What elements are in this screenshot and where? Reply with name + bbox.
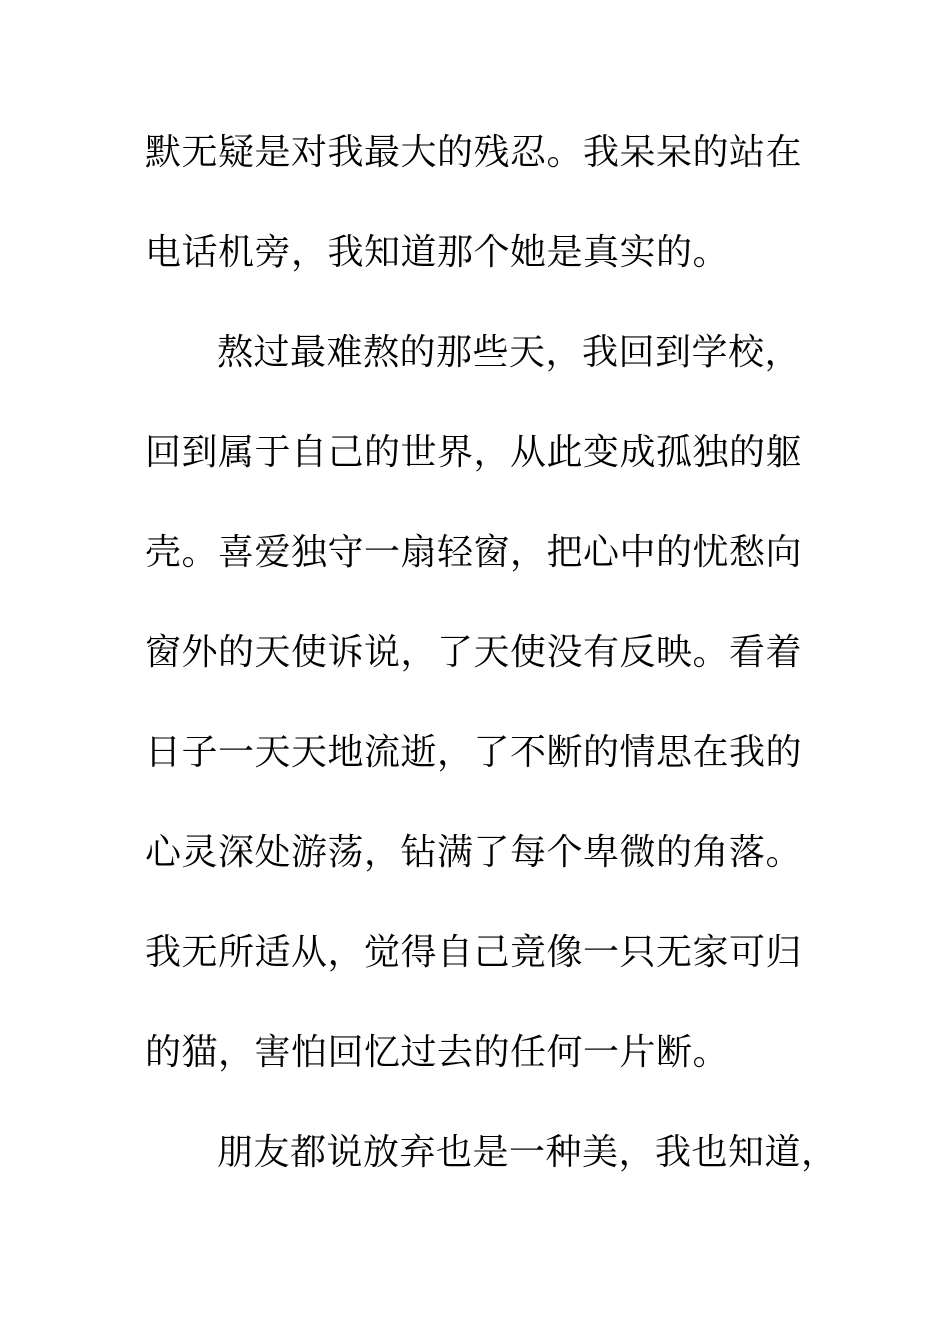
text-line-10: 的猫，害怕回忆过去的任何一片断。 xyxy=(145,1032,730,1073)
text-line-9: 我无所适从，觉得自己竟像一只无家可归 xyxy=(145,932,803,973)
text-line-2: 电话机旁，我知道那个她是真实的。 xyxy=(145,232,730,273)
paragraph-start-line-3: 熬过最难熬的那些天，我回到学校， xyxy=(217,332,802,373)
paragraph-start-line-11: 朋友都说放弃也是一种美，我也知道， xyxy=(217,1132,838,1173)
text-line-4: 回到属于自己的世界，从此变成孤独的躯 xyxy=(145,432,803,473)
text-line-7: 日子一天天地流逝，了不断的情思在我的 xyxy=(145,732,803,773)
text-line-1: 默无疑是对我最大的残忍。我呆呆的站在 xyxy=(145,132,803,173)
text-line-8: 心灵深处游荡，钻满了每个卑微的角落。 xyxy=(145,832,803,873)
text-line-6: 窗外的天使诉说，了天使没有反映。看着 xyxy=(145,632,803,673)
text-line-5: 壳。喜爱独守一扇轻窗，把心中的忧愁向 xyxy=(145,532,803,573)
